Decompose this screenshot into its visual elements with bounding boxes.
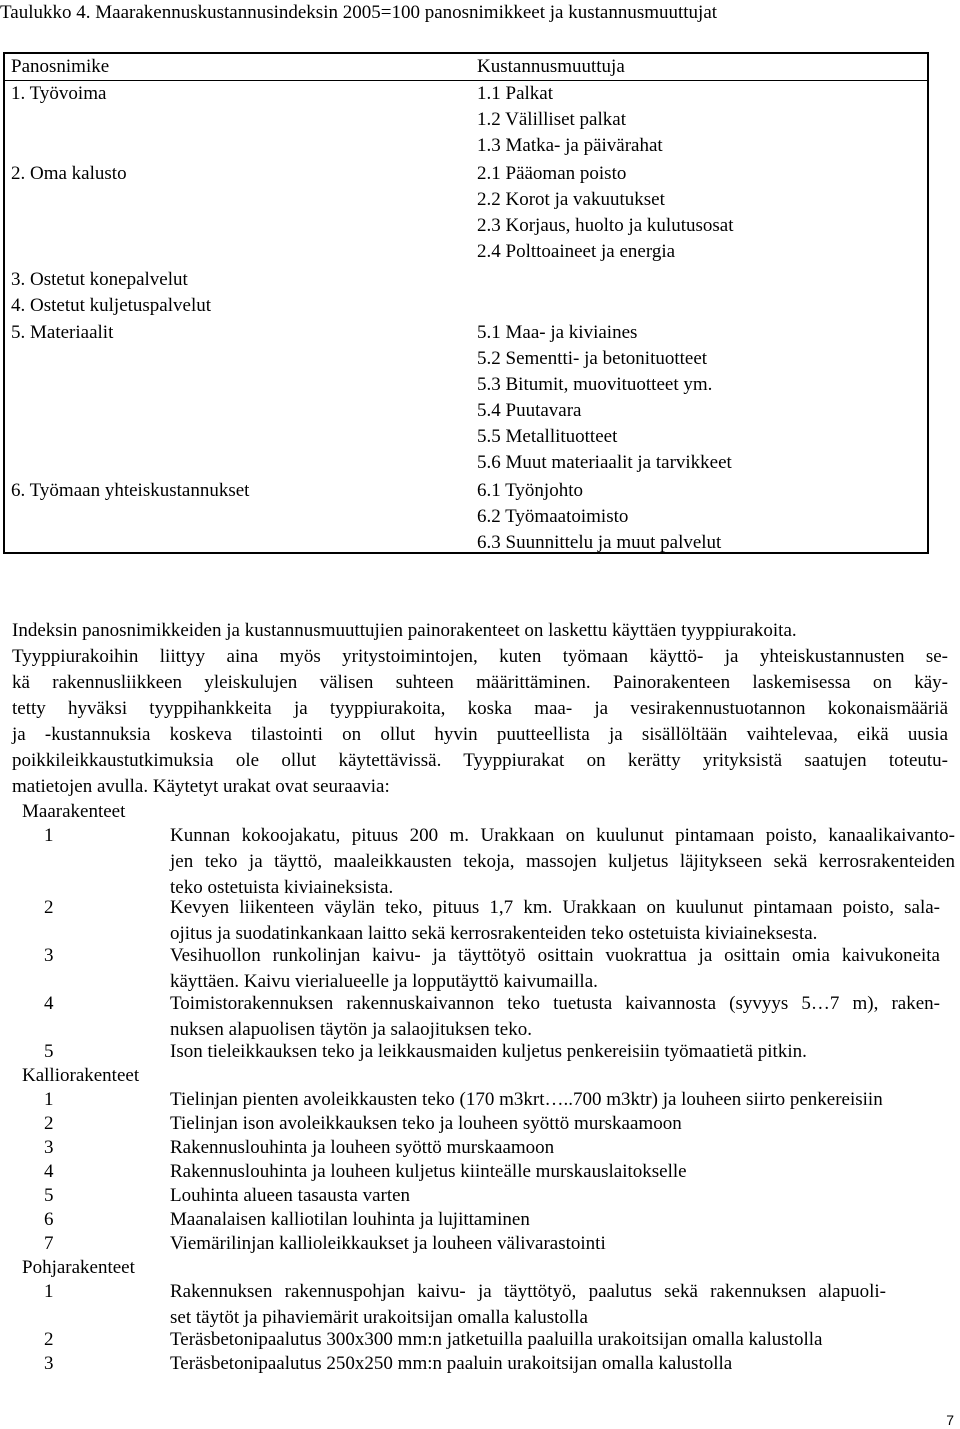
variable-item: 5.2 Sementti- ja betonituotteet (477, 348, 708, 369)
variable-item: 6.3 Suunnittelu ja muut palvelut (477, 532, 722, 553)
variable-item: 1.2 Välilliset palkat (477, 109, 626, 130)
item-line: Teräsbetonipaalutus 300x300 mm:n jatketuilla paaluilla urakoitsijan omalla kalustolla (170, 1329, 823, 1350)
item-text (170, 1159, 955, 1185)
item-number: 4 (44, 1161, 54, 1182)
item-line: Louhinta alueen tasausta varten (170, 1185, 411, 1206)
item-number: 5 (44, 1041, 54, 1062)
item-text (170, 1279, 886, 1331)
column-header-input: Panosnimike (11, 56, 110, 77)
item-text (170, 1207, 955, 1233)
item-line: jen teko ja täyttö, maaleikkausten tekoja, massojen kuljetus läjitykseen sekä kerrosrakenteiden (170, 851, 955, 872)
item-number: 2 (44, 897, 54, 918)
item-text (170, 823, 955, 901)
variable-item: 5.5 Metallituotteet (477, 426, 618, 447)
input-name: 3. Ostetut konepalvelut (11, 269, 188, 290)
variable-list (477, 161, 733, 265)
item-line: Kevyen liikenteen väylän teko, pituus 1,7 km. Urakkaan on kuulunut pintamaan poisto, sala- (170, 897, 940, 918)
section-title: Kalliorakenteet (22, 1065, 140, 1086)
item-text (170, 991, 940, 1043)
variable-item: 5.4 Puutavara (477, 400, 582, 421)
input-name: 4. Ostetut kuljetuspalvelut (11, 295, 212, 316)
table-caption: Taulukko 4. Maarakennuskustannusindeksin 2005=100 panosnimikkeet ja kustannusmuuttujat (0, 2, 718, 23)
item-text (170, 1231, 955, 1257)
cost-variable-table (3, 52, 929, 554)
item-line: ojitus ja suodatinkankaan laitto sekä kerrosrakenteiden teko ostetuista kiviaineksesta. (170, 923, 818, 944)
column-header-variable: Kustannusmuuttuja (477, 56, 625, 77)
variable-item: 2.2 Korot ja vakuutukset (477, 189, 665, 210)
item-text (170, 943, 940, 995)
item-number: 4 (44, 993, 54, 1014)
item-number: 2 (44, 1329, 54, 1350)
variable-list (477, 320, 732, 476)
item-line: teko ostetuista kiviaineksista. (170, 877, 394, 898)
item-line: Ison tieleikkauksen teko ja leikkausmaiden kuljetus penkereisiin työmaatietä pitkin. (170, 1041, 807, 1062)
variable-item: 5.1 Maa- ja kiviaines (477, 322, 638, 343)
item-text (170, 895, 940, 947)
item-number: 1 (44, 1089, 54, 1110)
variable-item: 1.1 Palkat (477, 83, 553, 104)
item-text (170, 1111, 955, 1137)
input-name: 1. Työvoima (11, 83, 107, 104)
item-line: nuksen alapuolisen täytön ja salaojituksen teko. (170, 1019, 532, 1040)
item-line: Rakennuksen rakennuspohjan kaivu- ja täyttötyö, paalutus sekä rakennuksen alapuoli- (170, 1281, 886, 1302)
item-line: Vesihuollon runkolinjan kaivu- ja täyttötyö osittain vuokrattua ja osittain omia kaivukoneita (170, 945, 940, 966)
item-line: Tielinjan ison avoleikkauksen teko ja louheen syöttö murskaamoon (170, 1113, 682, 1134)
section-title: Pohjarakenteet (22, 1257, 135, 1278)
item-number: 5 (44, 1185, 54, 1206)
paragraph-line: kä rakennusliikkeen yleiskulujen välisen suhteen määrittäminen. Painorakenteen laskemisessa on käy- (12, 672, 948, 693)
item-number: 2 (44, 1113, 54, 1134)
item-line: Rakennuslouhinta ja louheen syöttö murskaamoon (170, 1137, 555, 1158)
variable-item: 5.3 Bitumit, muovituotteet ym. (477, 374, 713, 395)
paragraph-line: matietojen avulla. Käytetyt urakat ovat seuraavia: (12, 776, 390, 797)
variable-item: 6.2 Työmaatoimisto (477, 506, 629, 527)
item-line: Tielinjan pienten avoleikkausten teko (170 m3krt…..700 m3ktr) ja louheen siirto penkereisiin (170, 1089, 883, 1110)
item-text (170, 1327, 955, 1353)
variable-item: 2.3 Korjaus, huolto ja kulutusosat (477, 215, 734, 236)
variable-item: 5.6 Muut materiaalit ja tarvikkeet (477, 452, 732, 473)
input-name: 5. Materiaalit (11, 322, 114, 343)
variable-list (477, 81, 663, 159)
page-number: 7 (946, 1412, 954, 1428)
item-text (170, 1183, 955, 1209)
input-name: 6. Työmaan yhteiskustannukset (11, 480, 250, 501)
item-line: Maanalaisen kalliotilan louhinta ja lujittaminen (170, 1209, 530, 1230)
item-line: Kunnan kokoojakatu, pituus 200 m. Urakkaan on kuulunut pintamaan poisto, kanaalikaivanto- (170, 825, 955, 846)
variable-item: 2.4 Polttoaineet ja energia (477, 241, 676, 262)
body-paragraph (12, 618, 948, 800)
variable-list (477, 478, 721, 556)
paragraph-line: tetty hyväksi tyyppihankkeita ja tyyppiurakoita, koska maa- ja vesirakennustuotannon kokonaismääriä (12, 698, 948, 719)
item-number: 1 (44, 1281, 54, 1302)
paragraph-line: Indeksin panosnimikkeiden ja kustannusmuuttujien painorakenteet on laskettu käyttäen tyyppiurakoita. (12, 620, 797, 641)
item-number: 3 (44, 1353, 54, 1374)
item-number: 1 (44, 825, 54, 846)
item-line: set täytöt ja pihaviemärit urakoitsijan omalla kalustolla (170, 1307, 588, 1328)
paragraph-line: Tyyppiurakoihin liittyy aina myös yritystoimintojen, kuten työmaan käyttö- ja yhteiskustannusten se- (12, 646, 948, 667)
item-text (170, 1039, 955, 1065)
variable-item: 1.3 Matka- ja päivärahat (477, 135, 663, 156)
paragraph-line: poikkileikkaustutkimuksia ole ollut käytettävissä. Tyyppiurakat on kerätty yrityksistä saatujen toteutu- (12, 750, 948, 771)
item-number: 7 (44, 1233, 54, 1254)
variable-item: 2.1 Pääoman poisto (477, 163, 627, 184)
header-divider (5, 80, 927, 81)
item-line: Rakennuslouhinta ja louheen kuljetus kiinteälle murskauslaitokselle (170, 1161, 687, 1182)
variable-item: 6.1 Työnjohto (477, 480, 583, 501)
item-number: 3 (44, 945, 54, 966)
paragraph-line: ja -kustannuksia koskeva tilastointi on ollut hyvin puutteellista ja sisällöltään vaihtelevaa, eikä uusia (12, 724, 948, 745)
item-text (170, 1135, 955, 1161)
item-line: Toimistorakennuksen rakennuskaivannon teko tuetusta kaivannosta (syvyys 5…7 m), raken- (170, 993, 940, 1014)
item-line: käyttäen. Kaivu vierialueelle ja lopputäyttö kaivumailla. (170, 971, 598, 992)
item-line: Teräsbetonipaalutus 250x250 mm:n paaluin urakoitsijan omalla kalustolla (170, 1353, 733, 1374)
item-number: 3 (44, 1137, 54, 1158)
item-text (170, 1351, 955, 1377)
item-text (170, 1087, 955, 1113)
input-name: 2. Oma kalusto (11, 163, 127, 184)
item-number: 6 (44, 1209, 54, 1230)
item-line: Viemärilinjan kallioleikkaukset ja louheen välivarastointi (170, 1233, 606, 1254)
section-title: Maarakenteet (22, 801, 126, 822)
